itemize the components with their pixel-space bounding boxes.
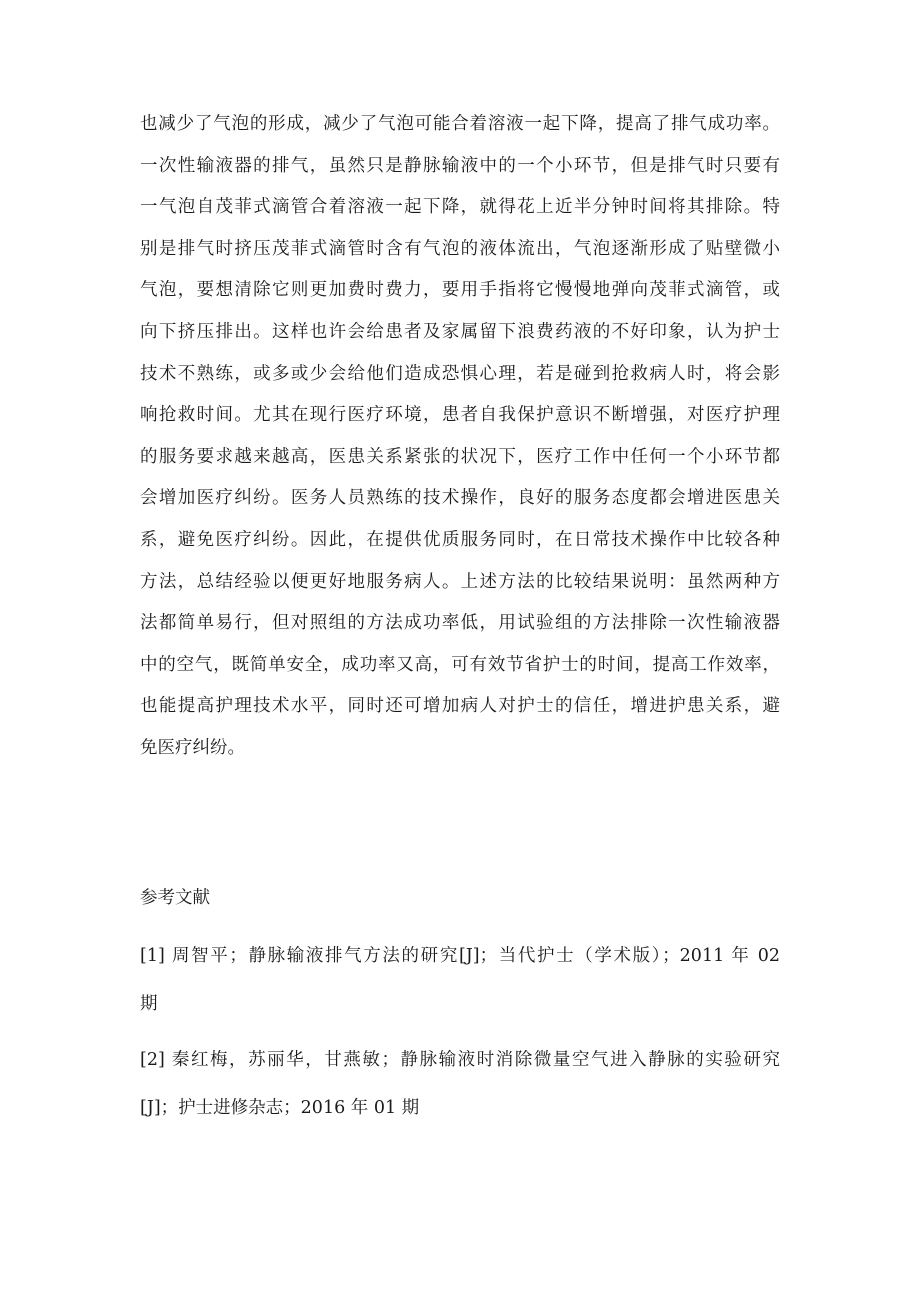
- paragraph-line: 的服务要求越来越高，医患关系紧张的状况下，医疗工作中任何一个小环节都: [140, 446, 780, 467]
- paragraph-line: 方法，总结经验以便更好地服务病人。上述方法的比较结果说明：虽然两种方: [140, 571, 780, 592]
- reference-line: [2] 秦红梅，苏丽华，甘燕敏；静脉输液时消除微量空气进入静脉的实验研究: [140, 1050, 780, 1070]
- paragraph-line: 技术不熟练，或多或少会给他们造成恐惧心理，若是碰到抢救病人时，将会影: [140, 363, 780, 384]
- paragraph-line: 免医疗纠纷。: [140, 737, 245, 758]
- reference-line: 期: [140, 994, 158, 1014]
- reference-line: [J]；护士进修杂志；2016 年 01 期: [140, 1098, 420, 1118]
- paragraph-line: 向下挤压排出。这样也许会给患者及家属留下浪费药液的不好印象，认为护士: [140, 321, 780, 342]
- reference-item-1: [140, 932, 780, 1028]
- paragraph-line: 会增加医疗纠纷。医务人员熟练的技术操作，良好的服务态度都会增进医患关: [140, 488, 780, 509]
- reference-line: [1] 周智平；静脉输液排气方法的研究[J]；当代护士（学术版）；2011 年 02: [140, 946, 780, 966]
- paragraph-line: 也减少了气泡的形成，减少了气泡可能合着溶液一起下降，提高了排气成功率。: [140, 114, 780, 134]
- paragraph-line: 响抢救时间。尤其在现行医疗环境，患者自我保护意识不断增强，对医疗护理: [140, 405, 780, 426]
- body-paragraph: [140, 104, 780, 770]
- paragraph-line: 气泡，要想清除它则更加费时费力，要用手指将它慢慢地弹向茂菲式滴管，或: [140, 280, 780, 301]
- references-heading: 参考文献: [140, 888, 210, 908]
- paragraph-line: 中的空气，既简单安全，成功率又高，可有效节省护士的时间，提高工作效率，: [140, 654, 780, 675]
- paragraph-line: 一次性输液器的排气，虽然只是静脉输液中的一个小环节，但是排气时只要有: [140, 155, 780, 176]
- paragraph-line: 也能提高护理技术水平，同时还可增加病人对护士的信任，增进护患关系，避: [140, 696, 780, 717]
- paragraph-line: 系，避免医疗纠纷。因此，在提供优质服务同时，在日常技术操作中比较各种: [140, 529, 780, 550]
- paragraph-line: 别是排气时挤压茂菲式滴管时含有气泡的液体流出，气泡逐渐形成了贴壁微小: [140, 238, 780, 259]
- reference-item-2: [140, 1036, 780, 1132]
- paragraph-line: 一气泡自茂菲式滴管合着溶液一起下降，就得花上近半分钟时间将其排除。特: [140, 197, 780, 218]
- paragraph-line: 法都简单易行，但对照组的方法成功率低，用试验组的方法排除一次性输液器: [140, 613, 780, 634]
